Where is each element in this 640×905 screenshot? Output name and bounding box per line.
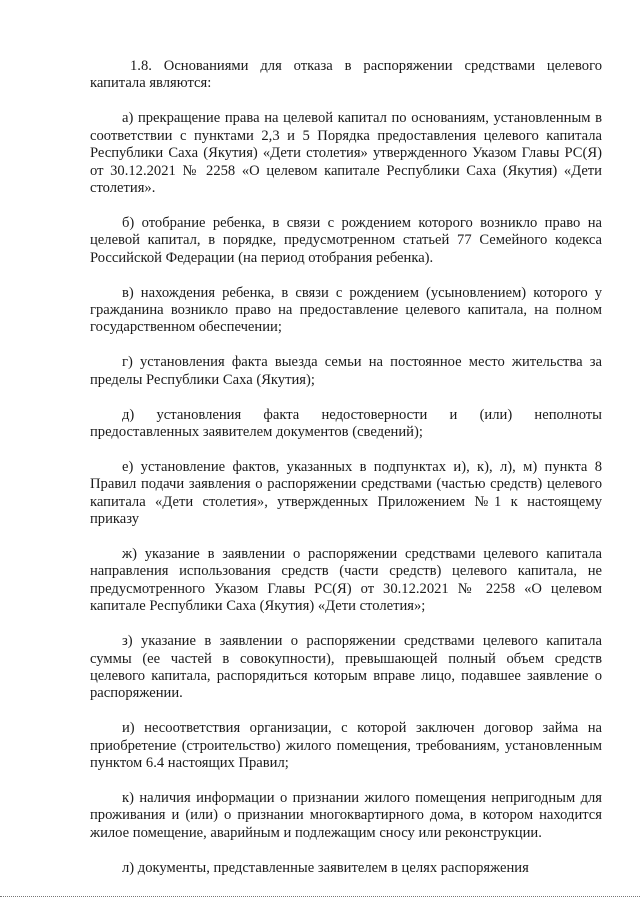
page-bottom-divider [0,896,640,897]
paragraph-g: г) установления факта выезда семьи на постоянное место жительства за пределы Республики Саха (Якутия); [90,354,602,388]
paragraph-zh: ж) указание в заявлении о распоряжении средствами целевого капитала направления использования средств (части средств) целевого капитала, не предусмотренного Указом Главы РС(Я) от 30.12.2021 № 2258 «О целевом капитале Республики Саха (Якутия) «Дети столетия»; [90,546,602,615]
paragraph-v: в) нахождения ребенка, в связи с рождением (усыновлением) которого у гражданина возникло право на предоставление целевого капитала, на полном государственном обеспечении; [90,284,602,336]
paragraph-a: а) прекращение права на целевой капитал по основаниям, установленным в соответствии с пунктами 2,3 и 5 Порядка предоставления целевого капитала Республики Саха (Якутия) «Дети столетия» утвержденного Указом Главы РС(Я) от 30.12.2021 № 2258 «О целевом капитале Республики Саха (Якутия) «Дети столетия». [90,110,602,196]
document-page [90,58,602,877]
paragraph-k: к) наличия информации о признании жилого помещения непригодным для проживания и (или) о признании многоквартирного дома, в котором находится жилое помещение, аварийным и подлежащим сносу или реконструкции. [90,790,602,841]
paragraph-1-8-heading: 1.8. Основаниями для отказа в распоряжении средствами целевого капитала являются: [90,58,602,92]
paragraph-z: з) указание в заявлении о распоряжении средствами целевого капитала суммы (ее частей в совокупности), превышающей полный объем средств целевого капитала, распорядиться которым вправе лицо, подавшее заявление о распоряжении. [90,633,602,702]
paragraph-d: д) установления факта недостоверности и (или) неполноты предоставленных заявителем документов (сведений); [90,406,602,440]
paragraph-i: и) несоответствия организации, с которой заключен договор займа на приобретение (строительство) жилого помещения, требованиям, установленным пунктом 6.4 настоящих Правил; [90,720,602,772]
paragraph-e: е) установление фактов, указанных в подпунктах и), к), л), м) пункта 8 Правил подачи заявления о распоряжении средствами (частью средств) целевого капитала «Дети столетия», утвержденных Приложением №1 к настоящему приказу [90,458,602,528]
paragraph-b: б) отобрание ребенка, в связи с рождением которого возникло право на целевой капитал, в порядке, предусмотренном статьей 77 Семейного кодекса Российской Федерации (на период отобрания ребенка). [90,214,602,266]
paragraph-l: л) документы, представленные заявителем в целях распоряжения [122,859,529,876]
